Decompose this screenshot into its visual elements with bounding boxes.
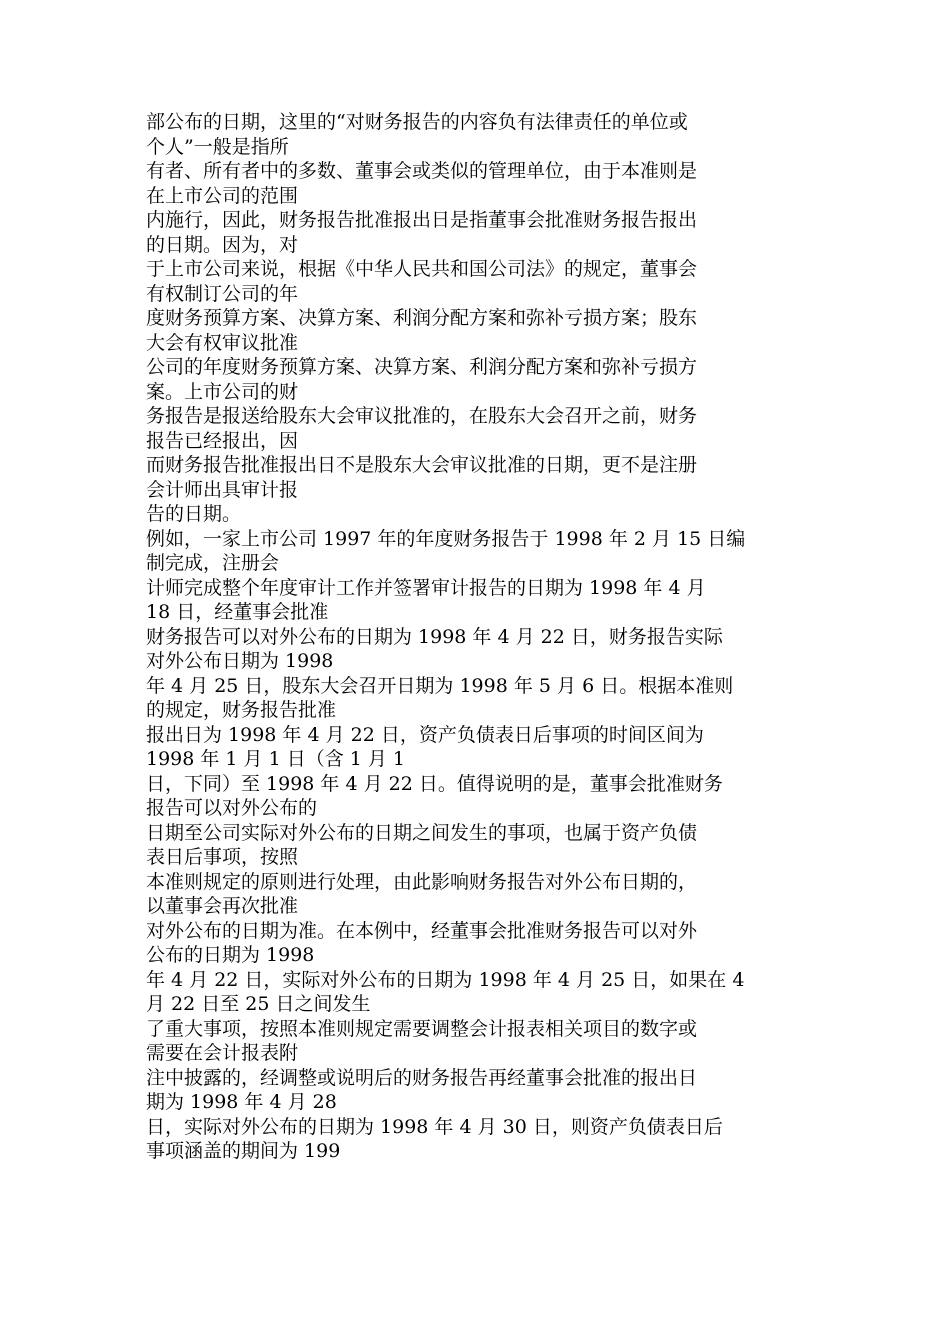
text-line: 务报告是报送给股东大会审议批准的，在股东大会召开之前，财务 xyxy=(146,405,698,427)
text-line: 以董事会再次批准 xyxy=(146,895,299,917)
text-line: 需要在会计报表附 xyxy=(146,1042,299,1064)
text-line: 的日期。因为，对 xyxy=(146,233,299,256)
text-line: 对外公布日期为 1998 xyxy=(146,650,334,672)
text-line: 1998 年 1 月 1 日（含 1 月 1 xyxy=(146,748,406,770)
text-line: 度财务预算方案、决算方案、利润分配方案和弥补亏损方案；股东 xyxy=(146,307,698,329)
text-line: 本准则规定的原则进行处理，由此影响财务报告对外公布日期的， xyxy=(146,870,698,893)
text-line: 部公布的日期，这里的“对财务报告的内容负有法律责任的单位或 xyxy=(146,111,688,133)
text-line: 内施行，因此，财务报告批准报出日是指董事会批准财务报告报出 xyxy=(146,209,698,231)
text-line: 事项涵盖的期间为 199 xyxy=(146,1140,341,1162)
text-line: 大会有权审议批准 xyxy=(146,331,299,354)
text-line: 而财务报告批准报出日不是股东大会审议批准的日期，更不是注册 xyxy=(146,454,698,476)
text-line: 告的日期。 xyxy=(146,503,242,525)
text-line: 日期至公司实际对外公布的日期之间发生的事项，也属于资产负债 xyxy=(146,821,698,844)
text-line: 案。上市公司的财 xyxy=(146,380,299,403)
text-line: 公司的年度财务预算方案、决算方案、利润分配方案和弥补亏损方 xyxy=(146,356,698,378)
text-line: 报出日为 1998 年 4 月 22 日，资产负债表日后事项的时间区间为 xyxy=(146,723,704,746)
text-line: 例如，一家上市公司 1997 年的年度财务报告于 1998 年 2 月 15 日编 xyxy=(146,527,746,550)
text-line: 对外公布的日期为准。在本例中，经董事会批准财务报告可以对外 xyxy=(146,919,698,942)
text-line: 报告已经报出，因 xyxy=(146,429,299,452)
text-line: 公布的日期为 1998 xyxy=(146,944,315,966)
text-line: 报告可以对外公布的 xyxy=(146,797,318,819)
text-line: 了重大事项，按照本准则规定需要调整会计报表相关项目的数字或 xyxy=(146,1017,698,1040)
text-line: 注中披露的，经调整或说明后的财务报告再经董事会批准的报出日 xyxy=(146,1066,698,1089)
text-line: 18 日，经董事会批准 xyxy=(146,601,329,623)
text-line: 日，实际对外公布的日期为 1998 年 4 月 30 日，则资产负债表日后 xyxy=(146,1115,723,1138)
text-line: 月 22 日至 25 日之间发生 xyxy=(146,993,371,1015)
text-line: 计师完成整个年度审计工作并签署审计报告的日期为 1998 年 4 月 xyxy=(146,576,706,599)
text-line: 有者、所有者中的多数、董事会或类似的管理单位，由于本准则是 xyxy=(146,160,698,182)
text-line: 期为 1998 年 4 月 28 xyxy=(146,1091,337,1113)
text-line: 于上市公司来说，根据《中华人民共和国公司法》的规定，董事会 xyxy=(146,258,698,280)
text-line: 个人”一般是指所 xyxy=(146,135,289,158)
text-line: 会计师出具审计报 xyxy=(146,478,299,501)
text-line: 表日后事项，按照 xyxy=(146,846,299,868)
text-line: 的规定，财务报告批准 xyxy=(146,699,337,721)
text-line: 年 4 月 25 日，股东大会召开日期为 1998 年 5 月 6 日。根据本准则 xyxy=(146,674,734,697)
text-line: 制完成，注册会 xyxy=(146,552,280,574)
text-line: 财务报告可以对外公布的日期为 1998 年 4 月 22 日，财务报告实际 xyxy=(146,625,723,648)
text-line: 年 4 月 22 日，实际对外公布的日期为 1998 年 4 月 25 日，如果在 4 xyxy=(146,968,745,991)
text-line: 日，下同）至 1998 年 4 月 22 日。值得说明的是，董事会批准财务 xyxy=(146,772,723,795)
text-line: 在上市公司的范围 xyxy=(146,184,299,207)
text-line: 有权制订公司的年 xyxy=(146,282,299,305)
body-text xyxy=(146,110,816,1164)
